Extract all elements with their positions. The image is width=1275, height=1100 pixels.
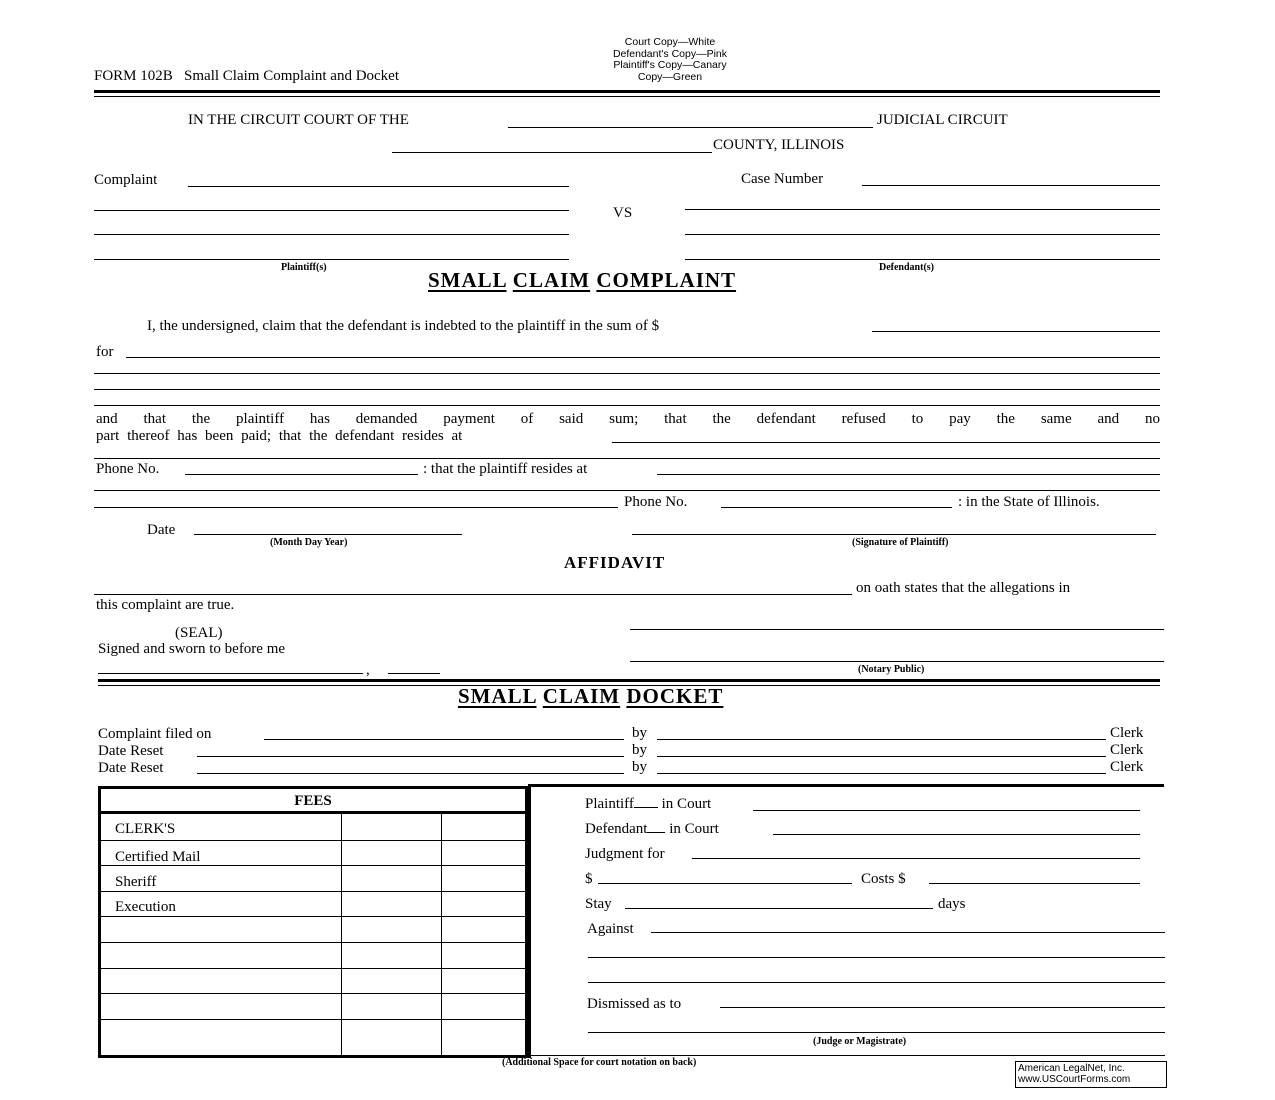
- reset-by-field-2[interactable]: [657, 773, 1106, 774]
- date-reset-label-2: Date Reset: [98, 760, 164, 776]
- reset-by-label-2: by: [632, 759, 647, 775]
- defendant-in-court-blank[interactable]: [647, 832, 665, 833]
- defendant-field-2[interactable]: [685, 234, 1160, 235]
- fees-row: [101, 866, 525, 892]
- docket-heading-word-1: SMALL: [458, 684, 537, 708]
- plaintiff-signature-field[interactable]: [632, 534, 1156, 535]
- reset-by-field-1[interactable]: [657, 756, 1106, 757]
- sworn-date-field[interactable]: [98, 673, 363, 674]
- fees-row: [101, 892, 525, 917]
- plaintiff-address-field-2[interactable]: [94, 490, 1160, 491]
- reset-clerk-label-2: Clerk: [1110, 759, 1144, 775]
- against-field-3[interactable]: [588, 982, 1165, 983]
- defendant-phone-field[interactable]: [185, 474, 418, 475]
- fees-header: FEES: [101, 789, 525, 814]
- notary-signature-field[interactable]: [630, 661, 1164, 662]
- claim-reason-field-4[interactable]: [94, 405, 1160, 406]
- fees-row: [101, 814, 525, 841]
- dismissed-label: Dismissed as to: [587, 996, 682, 1012]
- judge-caption: (Judge or Magistrate): [813, 1036, 907, 1047]
- circuit-number-field[interactable]: [508, 127, 873, 128]
- judgment-for-label: Judgment for: [585, 846, 665, 862]
- defendant-in-court-field[interactable]: [773, 834, 1140, 835]
- circuit-suffix: JUDICIAL CIRCUIT: [877, 112, 1008, 128]
- plaintiff-in-court-text: Plaintiff: [585, 796, 634, 812]
- fees-column-divider-1: [341, 814, 342, 1055]
- seal-label: (SEAL): [175, 625, 223, 641]
- circuit-prefix: IN THE CIRCUIT COURT OF THE: [188, 112, 409, 128]
- defendant-phone-label: Phone No.: [96, 461, 160, 477]
- state-statement: : in the State of Illinois.: [958, 494, 1100, 510]
- plaintiff-address-field-1[interactable]: [657, 474, 1160, 475]
- plaintiff-in-court-field[interactable]: [753, 810, 1140, 811]
- copy-distribution: [585, 37, 755, 83]
- stay-label: Stay: [585, 896, 612, 912]
- complaint-label: Complaint: [94, 172, 158, 188]
- for-label: for: [96, 344, 114, 360]
- fees-row: [101, 841, 525, 866]
- oath-statement: on oath states that the allegations in: [856, 580, 1071, 596]
- publisher-name: American LegalNet, Inc.: [1018, 1063, 1125, 1074]
- plaintiff-resides-label: : that the plaintiff resides at: [423, 461, 588, 477]
- fees-item-execution: Execution: [115, 899, 176, 915]
- fees-row: [101, 917, 525, 943]
- plaintiff-address-field-3[interactable]: [94, 507, 618, 508]
- demand-statement-line-2: part thereof has been paid; that the defendant resides at: [96, 428, 463, 444]
- form-title: Small Claim Complaint and Docket: [184, 68, 400, 84]
- defendant-address-field-1[interactable]: [612, 442, 1160, 443]
- fees-column-divider-2: [441, 814, 442, 1055]
- affiant-name-field[interactable]: [94, 594, 852, 595]
- defendant-field-1[interactable]: [685, 209, 1160, 210]
- fees-item-sheriff: Sheriff: [115, 874, 157, 890]
- header-rule-thin: [94, 96, 1160, 97]
- plaintiff-phone-label: Phone No.: [624, 494, 688, 510]
- judgment-for-field[interactable]: [692, 858, 1140, 859]
- copy-plaintiff: Plaintiff's Copy—Canary: [613, 59, 727, 71]
- defendant-field-3[interactable]: [685, 259, 1160, 260]
- plaintiff-in-court-blank[interactable]: [634, 807, 658, 808]
- versus-label: VS: [613, 205, 633, 221]
- defendant-caption: Defendant(s): [879, 262, 934, 273]
- header-rule: [94, 90, 1160, 93]
- against-field-1[interactable]: [651, 932, 1165, 933]
- form-title-row: [94, 68, 399, 85]
- sworn-comma: ,: [366, 662, 370, 678]
- docket-heading-word-2: CLAIM: [542, 684, 621, 708]
- stay-days-field[interactable]: [625, 908, 933, 909]
- days-label: days: [938, 896, 966, 912]
- case-number-field[interactable]: [862, 185, 1160, 186]
- fees-item-certified-mail: Certified Mail: [115, 849, 201, 865]
- complaint-filed-label: Complaint filed on: [98, 726, 212, 742]
- affidavit-heading: AFFIDAVIT: [564, 553, 666, 572]
- case-number-label: Case Number: [741, 171, 824, 187]
- date-reset-label-1: Date Reset: [98, 743, 164, 759]
- judgment-top-rule: [528, 784, 1164, 787]
- costs-field[interactable]: [929, 883, 1140, 884]
- dismissed-field-1[interactable]: [720, 1007, 1165, 1008]
- plaintiff-field-4[interactable]: [94, 259, 569, 260]
- judgment-amount-field[interactable]: [598, 883, 852, 884]
- copy-green: Copy—Green: [637, 70, 703, 83]
- date-label: Date: [147, 522, 176, 538]
- judgment-amount-label: $: [585, 871, 593, 887]
- filed-by-label: by: [632, 725, 647, 741]
- date-field[interactable]: [194, 534, 462, 535]
- publisher-website[interactable]: www.USCourtForms.com: [1018, 1074, 1131, 1085]
- sworn-year-field[interactable]: [388, 673, 440, 674]
- complaint-filed-date-field[interactable]: [264, 739, 624, 740]
- form-id: FORM 102B: [94, 68, 173, 84]
- claim-reason-field-2[interactable]: [94, 373, 1160, 374]
- date-reset-field-2[interactable]: [197, 773, 624, 774]
- fees-row: [101, 994, 525, 1020]
- filed-by-field[interactable]: [657, 739, 1106, 740]
- plaintiff-field-1[interactable]: [188, 186, 569, 187]
- docket-rule: [98, 679, 1160, 682]
- fees-table: [98, 786, 531, 1058]
- costs-label: Costs $: [861, 871, 906, 887]
- publisher-box: [1015, 1061, 1167, 1088]
- reset-by-label-1: by: [632, 742, 647, 758]
- judge-signature-field[interactable]: [588, 1032, 1165, 1033]
- against-field-2[interactable]: [588, 957, 1165, 958]
- filed-clerk-label: Clerk: [1110, 725, 1144, 741]
- reset-clerk-label-1: Clerk: [1110, 742, 1144, 758]
- fees-item-clerks: CLERK'S: [115, 821, 176, 837]
- notary-field-1[interactable]: [630, 629, 1164, 630]
- claim-amount-field[interactable]: [872, 331, 1160, 332]
- copy-court: Court Copy—White: [624, 36, 716, 48]
- defendant-in-court-suffix: in Court: [669, 821, 719, 837]
- plaintiff-caption: Plaintiff(s): [281, 262, 327, 273]
- date-caption: (Month Day Year): [270, 537, 348, 548]
- docket-heading: [458, 684, 723, 709]
- true-statement: this complaint are true.: [96, 597, 235, 613]
- defendant-in-court-label: [585, 821, 719, 838]
- demand-statement-line-1: and that the plaintiff has demanded payment of said sum; that the defendant refused to pay the same and no: [96, 411, 1160, 427]
- complaint-heading-word-1: SMALL: [428, 268, 507, 292]
- copy-defendant: Defendant's Copy—Pink: [612, 47, 728, 60]
- plaintiff-in-court-label: [585, 796, 711, 813]
- complaint-heading-word-2: CLAIM: [512, 268, 591, 292]
- date-reset-field-1[interactable]: [197, 756, 624, 757]
- docket-heading-word-3: DOCKET: [626, 684, 724, 708]
- claim-reason-field-3[interactable]: [94, 389, 1160, 390]
- plaintiff-field-3[interactable]: [94, 234, 569, 235]
- county-label: COUNTY, ILLINOIS: [713, 137, 845, 153]
- plaintiff-in-court-suffix: in Court: [661, 796, 712, 812]
- additional-space-note: (Additional Space for court notation on back): [502, 1057, 697, 1068]
- plaintiff-phone-field[interactable]: [721, 507, 952, 508]
- defendant-in-court-text: Defendant: [585, 821, 648, 837]
- complaint-heading: [428, 268, 736, 293]
- signature-caption: (Signature of Plaintiff): [852, 537, 949, 548]
- plaintiff-field-2[interactable]: [94, 210, 569, 211]
- complaint-heading-word-3: COMPLAINT: [596, 268, 737, 292]
- claim-statement: I, the undersigned, claim that the defendant is indebted to the plaintiff in the sum of $: [147, 318, 660, 334]
- county-field[interactable]: [392, 152, 712, 153]
- fees-row: [101, 943, 525, 969]
- sworn-statement: Signed and sworn to before me: [98, 641, 286, 657]
- claim-reason-field-1[interactable]: [126, 357, 1160, 358]
- bottom-rule: [98, 1055, 1165, 1056]
- against-label: Against: [587, 921, 634, 937]
- notary-caption: (Notary Public): [858, 664, 925, 675]
- fees-row: [101, 969, 525, 994]
- defendant-address-field-2[interactable]: [94, 458, 1160, 459]
